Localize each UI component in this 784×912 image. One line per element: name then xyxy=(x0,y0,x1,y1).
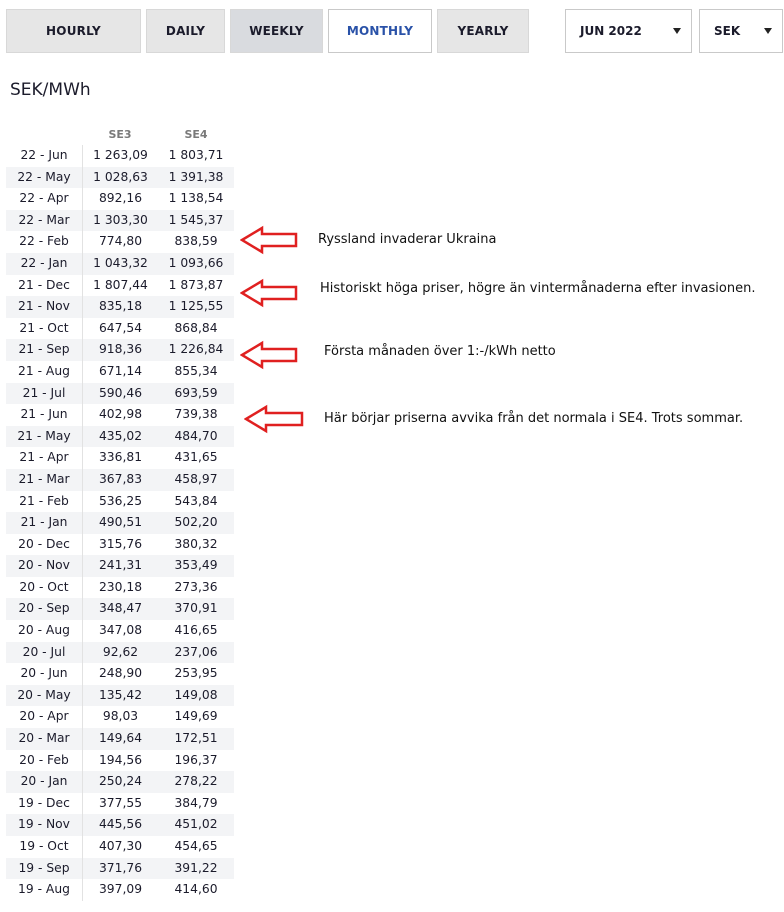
cell-se4: 391,22 xyxy=(174,860,218,875)
table-header xyxy=(6,123,234,145)
cell-se3: 135,42 xyxy=(82,685,158,707)
tab-daily[interactable]: DAILY xyxy=(146,9,225,53)
currency-dropdown[interactable] xyxy=(699,9,783,53)
cell-period: 20 - Aug xyxy=(18,623,70,638)
cell-se3: 149,64 xyxy=(82,728,158,750)
cell-se4: 370,91 xyxy=(174,601,218,616)
cell-se4: 278,22 xyxy=(174,774,218,789)
tab-weekly[interactable]: WEEKLY xyxy=(230,9,323,53)
cell-se4: 416,65 xyxy=(174,623,218,638)
cell-period: 22 - May xyxy=(17,169,71,184)
cell-period: 21 - Nov xyxy=(18,299,70,314)
table-row xyxy=(6,598,234,620)
cell-se3: 250,24 xyxy=(82,771,158,793)
cell-se3: 241,31 xyxy=(82,555,158,577)
cell-period: 21 - Apr xyxy=(19,450,69,465)
cell-se3: 248,90 xyxy=(82,663,158,685)
table-row xyxy=(6,275,234,297)
header-se4: SE4 xyxy=(184,127,208,141)
cell-period: 21 - Sep xyxy=(18,342,70,357)
cell-se3: 774,80 xyxy=(82,231,158,253)
cell-se3: 1 028,63 xyxy=(82,167,158,189)
period-dropdown[interactable] xyxy=(565,9,692,53)
cell-period: 20 - Sep xyxy=(18,601,70,616)
cell-se3: 1 303,30 xyxy=(82,210,158,232)
cell-se4: 1 138,54 xyxy=(168,191,224,206)
cell-se4: 1 125,55 xyxy=(168,299,224,314)
cell-period: 20 - Mar xyxy=(18,731,70,746)
tab-yearly[interactable]: YEARLY xyxy=(437,9,529,53)
table-row xyxy=(6,728,234,750)
cell-se3: 377,55 xyxy=(82,793,158,815)
cell-se4: 253,95 xyxy=(174,666,218,681)
arrow-left-icon xyxy=(240,278,300,308)
table-row xyxy=(6,836,234,858)
cell-period: 21 - Jun xyxy=(20,407,68,422)
cell-se3: 835,18 xyxy=(82,296,158,318)
cell-se4: 149,08 xyxy=(174,687,218,702)
cell-period: 20 - Jun xyxy=(20,666,68,681)
cell-se3: 647,54 xyxy=(82,318,158,340)
cell-se3: 367,83 xyxy=(82,469,158,491)
chevron-down-icon xyxy=(764,28,772,34)
cell-period: 21 - Feb xyxy=(19,493,69,508)
cell-period: 22 - Apr xyxy=(19,191,69,206)
cell-period: 21 - Aug xyxy=(18,363,70,378)
cell-se4: 868,84 xyxy=(174,320,218,335)
cell-se4: 196,37 xyxy=(174,752,218,767)
cell-se4: 384,79 xyxy=(174,795,218,810)
cell-period: 21 - Dec xyxy=(18,277,70,292)
arrow-left-icon xyxy=(240,340,300,370)
cell-period: 22 - Jan xyxy=(20,255,68,270)
cell-period: 21 - Jan xyxy=(20,515,68,530)
chevron-down-icon xyxy=(673,28,681,34)
cell-se3: 892,16 xyxy=(82,188,158,210)
cell-se4: 739,38 xyxy=(174,407,218,422)
cell-se3: 407,30 xyxy=(82,836,158,858)
arrow-left-icon xyxy=(240,225,300,255)
table-row xyxy=(6,577,234,599)
table-row xyxy=(6,447,234,469)
cell-se4: 855,34 xyxy=(174,363,218,378)
table-row xyxy=(6,663,234,685)
cell-se4: 1 093,66 xyxy=(168,255,224,270)
cell-period: 20 - Oct xyxy=(19,579,69,594)
cell-se4: 451,02 xyxy=(174,817,218,832)
cell-period: 21 - Jul xyxy=(22,385,66,400)
cell-se4: 484,70 xyxy=(174,428,218,443)
table-row xyxy=(6,253,234,275)
cell-period: 20 - Dec xyxy=(18,536,70,551)
table-row xyxy=(6,318,234,340)
table-row xyxy=(6,685,234,707)
cell-se4: 543,84 xyxy=(174,493,218,508)
cell-period: 19 - Sep xyxy=(18,860,70,875)
cell-se3: 671,14 xyxy=(82,361,158,383)
cell-se3: 347,08 xyxy=(82,620,158,642)
header-se3: SE3 xyxy=(108,127,132,141)
cell-period: 21 - May xyxy=(17,428,71,443)
table-row xyxy=(6,879,234,901)
table-row xyxy=(6,426,234,448)
table-row xyxy=(6,512,234,534)
table-row xyxy=(6,167,234,189)
cell-se3: 348,47 xyxy=(82,598,158,620)
cell-se4: 502,20 xyxy=(174,515,218,530)
cell-se3: 371,76 xyxy=(82,858,158,880)
table-row xyxy=(6,620,234,642)
cell-period: 20 - May xyxy=(17,687,71,702)
cell-se4: 172,51 xyxy=(174,731,218,746)
cell-se4: 458,97 xyxy=(174,471,218,486)
table-row xyxy=(6,145,234,167)
cell-se4: 454,65 xyxy=(174,839,218,853)
table-row xyxy=(6,771,234,793)
cell-period: 20 - Jul xyxy=(22,644,66,659)
cell-period: 19 - Nov xyxy=(18,817,70,832)
table-body xyxy=(6,145,234,901)
currency-value: SEK xyxy=(714,24,741,38)
cell-period: 19 - Oct xyxy=(19,839,69,853)
cell-se3: 1 263,09 xyxy=(82,145,158,167)
arrow-left-icon xyxy=(244,404,306,434)
cell-period: 20 - Feb xyxy=(19,752,69,767)
cell-se4: 273,36 xyxy=(174,579,218,594)
cell-se3: 92,62 xyxy=(82,642,158,664)
cell-period: 19 - Dec xyxy=(18,795,70,810)
table-row xyxy=(6,361,234,383)
cell-period: 21 - Oct xyxy=(19,320,69,335)
cell-se4: 1 873,87 xyxy=(168,277,224,292)
cell-se3: 435,02 xyxy=(82,426,158,448)
annotation-first-month: Första månaden över 1:-/kWh netto xyxy=(324,344,556,359)
cell-se3: 315,76 xyxy=(82,534,158,556)
table-row xyxy=(6,404,234,426)
table-row xyxy=(6,750,234,772)
cell-se4: 414,60 xyxy=(174,882,218,897)
cell-se4: 1 545,37 xyxy=(168,212,224,227)
cell-se4: 838,59 xyxy=(174,234,218,249)
table-row xyxy=(6,469,234,491)
cell-se3: 98,03 xyxy=(82,706,158,728)
cell-se3: 918,36 xyxy=(82,339,158,361)
cell-se3: 230,18 xyxy=(82,577,158,599)
table-row xyxy=(6,210,234,232)
cell-se4: 353,49 xyxy=(174,558,218,573)
cell-se3: 445,56 xyxy=(82,814,158,836)
tab-monthly[interactable]: MONTHLY xyxy=(328,9,432,53)
cell-se4: 1 226,84 xyxy=(168,342,224,357)
price-table xyxy=(6,123,234,901)
cell-se3: 1 043,32 xyxy=(82,253,158,275)
annotation-high-prices: Historiskt höga priser, högre än vintermånaderna efter invasionen. xyxy=(320,281,756,296)
cell-se3: 1 807,44 xyxy=(82,275,158,297)
table-row xyxy=(6,491,234,513)
table-row xyxy=(6,231,234,253)
table-row xyxy=(6,339,234,361)
table-row xyxy=(6,383,234,405)
cell-se4: 1 803,71 xyxy=(168,148,224,162)
cell-se4: 1 391,38 xyxy=(168,169,224,184)
table-row xyxy=(6,555,234,577)
cell-se4: 380,32 xyxy=(174,536,218,551)
cell-se3: 397,09 xyxy=(82,879,158,901)
cell-period: 19 - Aug xyxy=(18,882,70,897)
cell-period: 22 - Feb xyxy=(19,234,69,249)
cell-period: 22 - Jun xyxy=(20,148,68,162)
cell-period: 22 - Mar xyxy=(18,212,70,227)
annotation-invasion: Ryssland invaderar Ukraina xyxy=(318,232,497,247)
cell-period: 20 - Jan xyxy=(20,774,68,789)
cell-se3: 402,98 xyxy=(82,404,158,426)
cell-se4: 149,69 xyxy=(174,709,218,724)
cell-se3: 194,56 xyxy=(82,750,158,772)
table-row xyxy=(6,188,234,210)
cell-se4: 431,65 xyxy=(174,450,218,465)
cell-se4: 237,06 xyxy=(174,644,218,659)
unit-title: SEK/MWh xyxy=(10,80,91,100)
cell-period: 21 - Mar xyxy=(18,471,70,486)
cell-se3: 490,51 xyxy=(82,512,158,534)
table-row xyxy=(6,296,234,318)
table-row xyxy=(6,814,234,836)
table-row xyxy=(6,642,234,664)
tab-hourly[interactable]: HOURLY xyxy=(6,9,141,53)
cell-se3: 590,46 xyxy=(82,383,158,405)
cell-se4: 693,59 xyxy=(174,385,218,400)
period-value: JUN 2022 xyxy=(580,24,642,38)
table-row xyxy=(6,858,234,880)
cell-period: 20 - Nov xyxy=(18,558,70,573)
table-row xyxy=(6,706,234,728)
table-row xyxy=(6,793,234,815)
table-row xyxy=(6,534,234,556)
annotation-se4-deviation: Här börjar priserna avvika från det normala i SE4. Trots sommar. xyxy=(324,411,744,426)
cell-se3: 336,81 xyxy=(82,447,158,469)
cell-se3: 536,25 xyxy=(82,491,158,513)
cell-period: 20 - Apr xyxy=(19,709,69,724)
